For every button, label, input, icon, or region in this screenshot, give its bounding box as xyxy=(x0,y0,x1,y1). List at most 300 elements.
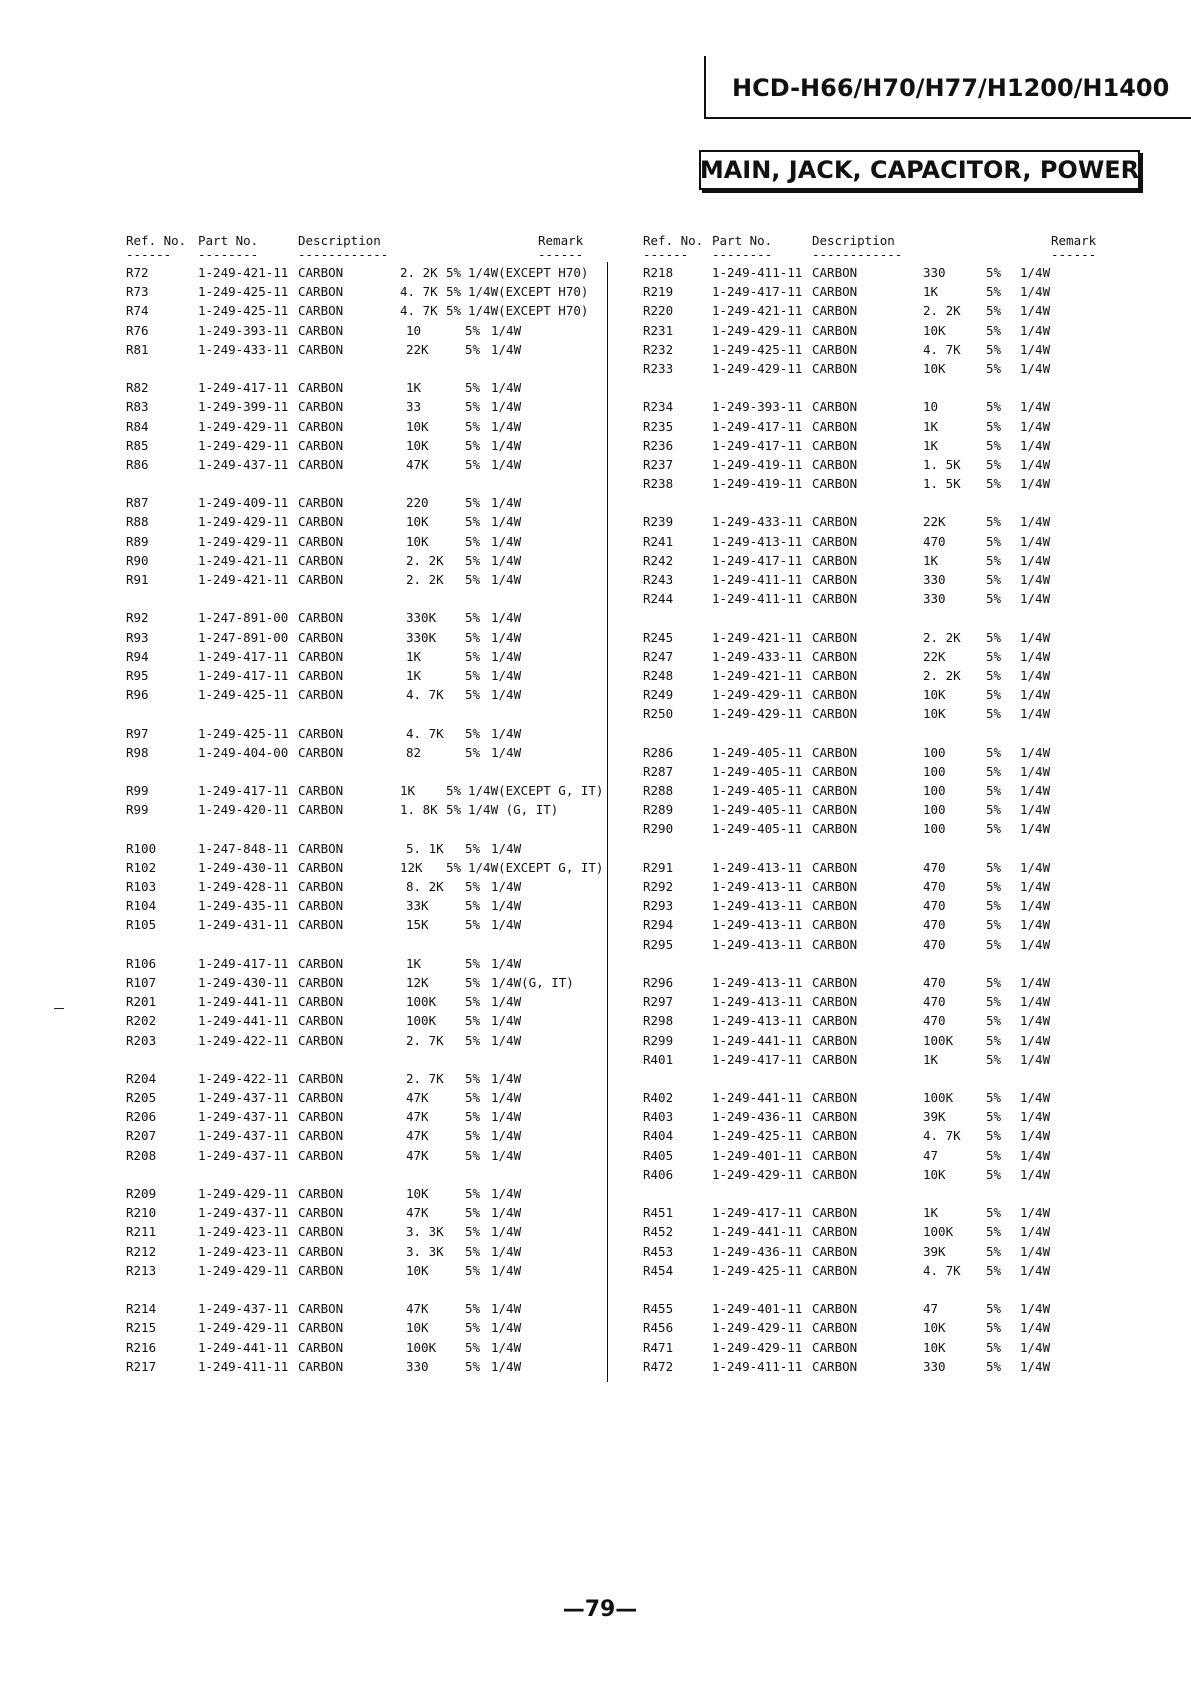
row-gap xyxy=(126,819,604,838)
cell-part: 1-249-413-11 xyxy=(712,917,803,933)
cell-rating: 1/4W xyxy=(1020,303,1051,319)
cell-rating: 1/4W xyxy=(491,687,522,703)
cell-value: 4. 7K xyxy=(923,1262,961,1278)
header-part: Part No. xyxy=(712,233,773,248)
cell-part: 1-249-436-11 xyxy=(712,1109,803,1125)
cell-ref: R248 xyxy=(643,667,674,683)
table-row xyxy=(643,551,1103,570)
cell-value: 2. 2K xyxy=(923,303,961,319)
cell-value: 1. 5K xyxy=(923,456,961,472)
cell-value: 2. 7K xyxy=(406,1070,444,1086)
table-row xyxy=(126,877,604,896)
cell-rating: 1/4W(EXCEPT H70) xyxy=(468,303,589,319)
cell-desc: CARBON xyxy=(298,495,344,511)
cell-value: 10K xyxy=(923,360,946,376)
table-row xyxy=(643,321,1103,340)
cell-rating: 1/4W xyxy=(491,840,522,856)
cell-tolerance: 5% xyxy=(986,437,1002,453)
cell-desc: CARBON xyxy=(298,1147,344,1163)
cell-rating: 1/4W xyxy=(491,917,522,933)
cell-value: 470 xyxy=(923,533,946,549)
cell-ref: R471 xyxy=(643,1339,674,1355)
cell-part: 1-249-425-11 xyxy=(712,1128,803,1144)
cell-value: 100K xyxy=(406,994,437,1010)
cell-value: 4. 7K xyxy=(406,687,444,703)
cell-desc: CARBON xyxy=(298,1070,344,1086)
cell-rating: 1/4W xyxy=(491,955,522,971)
table-row xyxy=(126,263,604,282)
table-row xyxy=(643,1203,1103,1222)
table-row xyxy=(126,321,604,340)
cell-rating: 1/4W xyxy=(491,1013,522,1029)
cell-rating: 1/4W (G, IT) xyxy=(468,802,559,818)
cell-desc: CARBON xyxy=(298,859,344,875)
rows-right xyxy=(643,263,1103,1376)
row-gap xyxy=(126,1050,604,1069)
cell-desc: CARBON xyxy=(812,1109,858,1125)
cell-ref: R76 xyxy=(126,322,149,338)
cell-part: 1-249-417-11 xyxy=(712,1051,803,1067)
cell-rating: 1/4W xyxy=(491,1358,522,1374)
cell-ref: R98 xyxy=(126,744,149,760)
cell-part: 1-249-429-11 xyxy=(712,706,803,722)
cell-value: 470 xyxy=(923,917,946,933)
cell-value: 2. 2K xyxy=(400,265,438,280)
cell-part: 1-249-429-11 xyxy=(712,1339,803,1355)
cell-part: 1-249-433-11 xyxy=(712,648,803,664)
row-gap xyxy=(126,935,604,954)
cell-rating: 1/4W xyxy=(491,1205,522,1221)
cell-value: 12K xyxy=(406,974,429,990)
cell-desc: CARBON xyxy=(812,667,858,683)
table-row xyxy=(126,340,604,359)
cell-desc: CARBON xyxy=(812,1166,858,1182)
cell-value: 47K xyxy=(406,1205,429,1221)
cell-ref: R212 xyxy=(126,1243,157,1259)
cell-value: 10K xyxy=(923,1320,946,1336)
cell-tolerance: 5% xyxy=(986,1243,1002,1259)
cell-desc: CARBON xyxy=(812,1358,858,1374)
table-row xyxy=(126,1184,604,1203)
cell-value: 33K xyxy=(406,898,429,914)
row-gap xyxy=(643,608,1103,627)
cell-tolerance: 5% xyxy=(465,418,481,434)
cell-rating: 1/4W xyxy=(1020,859,1051,875)
cell-desc: CARBON xyxy=(298,284,344,300)
cell-desc: CARBON xyxy=(298,1205,344,1221)
cell-tolerance: 5% xyxy=(465,341,481,357)
cell-part: 1-249-429-11 xyxy=(198,1320,289,1336)
cell-value: 4. 7K xyxy=(923,1128,961,1144)
cell-ref: R85 xyxy=(126,437,149,453)
cell-desc: CARBON xyxy=(298,974,344,990)
cell-part: 1-247-891-00 xyxy=(198,610,289,626)
cell-tolerance: 5% xyxy=(446,802,462,818)
header-ref: Ref. No. xyxy=(126,233,187,248)
cell-desc: CARBON xyxy=(812,265,858,280)
cell-part: 1-249-433-11 xyxy=(712,514,803,530)
cell-value: 100K xyxy=(923,1032,954,1048)
table-row xyxy=(126,1011,604,1030)
header-desc: Description xyxy=(298,233,381,248)
cell-tolerance: 5% xyxy=(465,687,481,703)
cell-desc: CARBON xyxy=(812,1262,858,1278)
table-row xyxy=(126,1107,604,1126)
cell-part: 1-249-399-11 xyxy=(198,399,289,415)
table-row xyxy=(126,628,604,647)
cell-desc: CARBON xyxy=(812,591,858,607)
table-row xyxy=(126,896,604,915)
cell-part: 1-249-419-11 xyxy=(712,476,803,492)
table-row xyxy=(643,704,1103,723)
cell-part: 1-249-417-11 xyxy=(198,667,289,683)
cell-tolerance: 5% xyxy=(986,898,1002,914)
cell-ref: R454 xyxy=(643,1262,674,1278)
cell-ref: R405 xyxy=(643,1147,674,1163)
cell-part: 1-249-393-11 xyxy=(198,322,289,338)
cell-rating: 1/4W xyxy=(1020,898,1051,914)
cell-desc: CARBON xyxy=(812,802,858,818)
cell-tolerance: 5% xyxy=(465,648,481,664)
header-desc: Description xyxy=(812,233,895,248)
cell-tolerance: 5% xyxy=(986,360,1002,376)
row-gap xyxy=(126,359,604,378)
cell-ref: R88 xyxy=(126,514,149,530)
cell-value: 330K xyxy=(406,610,437,626)
table-row xyxy=(126,1146,604,1165)
cell-ref: R231 xyxy=(643,322,674,338)
cell-tolerance: 5% xyxy=(465,840,481,856)
cell-tolerance: 5% xyxy=(465,533,481,549)
cell-rating: 1/4W(EXCEPT G, IT) xyxy=(468,859,604,875)
margin-mark xyxy=(54,1008,64,1009)
cell-part: 1-249-423-11 xyxy=(198,1224,289,1240)
cell-rating: 1/4W(EXCEPT H70) xyxy=(468,265,589,280)
cell-ref: R299 xyxy=(643,1032,674,1048)
cell-part: 1-249-411-11 xyxy=(712,265,803,280)
cell-rating: 1/4W xyxy=(491,725,522,741)
table-row xyxy=(126,800,604,819)
cell-value: 1. 8K xyxy=(400,802,438,818)
cell-tolerance: 5% xyxy=(986,572,1002,587)
cell-part: 1-249-420-11 xyxy=(198,802,289,818)
cell-rating: 1/4W xyxy=(491,1186,522,1201)
cell-ref: R245 xyxy=(643,629,674,645)
cell-rating: 1/4W(G, IT) xyxy=(491,974,574,990)
table-row xyxy=(643,570,1103,589)
cell-tolerance: 5% xyxy=(446,783,462,799)
cell-part: 1-249-405-11 xyxy=(712,783,803,799)
cell-ref: R99 xyxy=(126,783,149,799)
cell-ref: R103 xyxy=(126,879,157,894)
cell-rating: 1/4W xyxy=(1020,879,1051,894)
cell-part: 1-249-437-11 xyxy=(198,1128,289,1144)
cell-value: 10K xyxy=(406,1320,429,1336)
cell-part: 1-249-429-11 xyxy=(712,687,803,703)
cell-desc: CARBON xyxy=(298,1320,344,1336)
cell-desc: CARBON xyxy=(812,859,858,875)
cell-ref: R211 xyxy=(126,1224,157,1240)
cell-value: 4. 7K xyxy=(400,284,438,300)
table-row xyxy=(126,1088,604,1107)
header-remark: Remark xyxy=(538,233,584,248)
cell-value: 1K xyxy=(923,437,939,453)
cell-part: 1-249-421-11 xyxy=(198,265,289,280)
table-row xyxy=(126,973,604,992)
cell-value: 47K xyxy=(406,1301,429,1317)
cell-ref: R234 xyxy=(643,399,674,415)
table-row xyxy=(643,589,1103,608)
table-row xyxy=(126,743,604,762)
header-part: Part No. xyxy=(198,233,259,248)
cell-ref: R294 xyxy=(643,917,674,933)
cell-ref: R236 xyxy=(643,437,674,453)
cell-ref: R81 xyxy=(126,341,149,357)
cell-ref: R209 xyxy=(126,1186,157,1201)
cell-value: 12K xyxy=(400,859,423,875)
cell-tolerance: 5% xyxy=(465,1339,481,1355)
cell-part: 1-249-441-11 xyxy=(198,1339,289,1355)
cell-value: 3. 3K xyxy=(406,1243,444,1259)
cell-value: 10K xyxy=(923,1166,946,1182)
cell-tolerance: 5% xyxy=(986,1205,1002,1221)
table-row xyxy=(643,1146,1103,1165)
cell-ref: R104 xyxy=(126,898,157,914)
cell-desc: CARBON xyxy=(298,629,344,645)
cell-rating: 1/4W xyxy=(1020,476,1051,492)
cell-value: 1K xyxy=(923,1051,939,1067)
cell-ref: R241 xyxy=(643,533,674,549)
cell-tolerance: 5% xyxy=(986,629,1002,645)
cell-ref: R213 xyxy=(126,1262,157,1278)
cell-desc: CARBON xyxy=(812,437,858,453)
cell-tolerance: 5% xyxy=(465,974,481,990)
header-remark: Remark xyxy=(1051,233,1097,248)
cell-rating: 1/4W xyxy=(491,322,522,338)
cell-tolerance: 5% xyxy=(986,687,1002,703)
cell-rating: 1/4W xyxy=(491,380,522,396)
cell-rating: 1/4W xyxy=(1020,1224,1051,1240)
cell-part: 1-249-411-11 xyxy=(712,1358,803,1374)
table-row xyxy=(126,436,604,455)
table-row xyxy=(643,858,1103,877)
cell-value: 39K xyxy=(923,1243,946,1259)
cell-part: 1-249-417-11 xyxy=(712,437,803,453)
cell-part: 1-249-422-11 xyxy=(198,1070,289,1086)
cell-tolerance: 5% xyxy=(986,1358,1002,1374)
cell-ref: R249 xyxy=(643,687,674,703)
cell-part: 1-249-413-11 xyxy=(712,994,803,1010)
row-gap xyxy=(643,1069,1103,1088)
cell-tolerance: 5% xyxy=(986,1166,1002,1182)
cell-ref: R82 xyxy=(126,380,149,396)
cell-part: 1-249-441-11 xyxy=(712,1224,803,1240)
cell-part: 1-249-417-11 xyxy=(198,380,289,396)
row-gap xyxy=(126,704,604,723)
cell-desc: CARBON xyxy=(812,1320,858,1336)
cell-rating: 1/4W xyxy=(491,648,522,664)
cell-value: 47K xyxy=(406,1147,429,1163)
cell-tolerance: 5% xyxy=(465,1358,481,1374)
cell-desc: CARBON xyxy=(812,514,858,530)
cell-tolerance: 5% xyxy=(465,1147,481,1163)
cell-tolerance: 5% xyxy=(465,667,481,683)
cell-value: 470 xyxy=(923,898,946,914)
cell-rating: 1/4W xyxy=(491,1090,522,1106)
table-row xyxy=(126,1126,604,1145)
cell-value: 330 xyxy=(923,572,946,587)
cell-desc: CARBON xyxy=(298,1013,344,1029)
cell-rating: 1/4W xyxy=(491,341,522,357)
cell-ref: R288 xyxy=(643,783,674,799)
table-row xyxy=(643,1031,1103,1050)
cell-desc: CARBON xyxy=(812,1128,858,1144)
table-row xyxy=(643,1318,1103,1337)
table-row xyxy=(643,666,1103,685)
cell-ref: R73 xyxy=(126,284,149,300)
cell-tolerance: 5% xyxy=(986,1109,1002,1125)
cell-ref: R287 xyxy=(643,763,674,779)
cell-value: 470 xyxy=(923,1013,946,1029)
cell-part: 1-249-429-11 xyxy=(198,514,289,530)
table-row xyxy=(126,666,604,685)
cell-tolerance: 5% xyxy=(986,1262,1002,1278)
cell-desc: CARBON xyxy=(298,783,344,799)
cell-part: 1-249-423-11 xyxy=(198,1243,289,1259)
cell-tolerance: 5% xyxy=(986,456,1002,472)
cell-value: 10K xyxy=(923,706,946,722)
cell-tolerance: 5% xyxy=(986,859,1002,875)
cell-rating: 1/4W xyxy=(1020,418,1051,434)
cell-rating: 1/4W xyxy=(491,1224,522,1240)
cell-part: 1-249-425-11 xyxy=(198,284,289,300)
cell-desc: CARBON xyxy=(298,533,344,549)
cell-value: 22K xyxy=(923,648,946,664)
cell-tolerance: 5% xyxy=(465,1109,481,1125)
table-row xyxy=(643,1299,1103,1318)
cell-value: 10K xyxy=(406,437,429,453)
cell-value: 10 xyxy=(923,399,939,415)
cell-part: 1-249-409-11 xyxy=(198,495,289,511)
table-row xyxy=(126,417,604,436)
cell-value: 4. 7K xyxy=(923,341,961,357)
cell-desc: CARBON xyxy=(298,648,344,664)
cell-desc: CARBON xyxy=(298,917,344,933)
cell-tolerance: 5% xyxy=(465,1186,481,1201)
cell-desc: CARBON xyxy=(812,284,858,300)
cell-part: 1-249-419-11 xyxy=(712,456,803,472)
table-row xyxy=(126,397,604,416)
cell-value: 5. 1K xyxy=(406,840,444,856)
table-row xyxy=(643,301,1103,320)
cell-rating: 1/4W xyxy=(491,495,522,511)
cell-desc: CARBON xyxy=(298,955,344,971)
cell-desc: CARBON xyxy=(812,898,858,914)
cell-value: 1K xyxy=(406,955,422,971)
cell-desc: CARBON xyxy=(812,1301,858,1317)
table-row xyxy=(126,301,604,320)
cell-ref: R298 xyxy=(643,1013,674,1029)
cell-ref: R291 xyxy=(643,859,674,875)
cell-rating: 1/4W xyxy=(491,1243,522,1259)
cell-desc: CARBON xyxy=(298,437,344,453)
cell-ref: R99 xyxy=(126,802,149,818)
cell-tolerance: 5% xyxy=(465,610,481,626)
cell-tolerance: 5% xyxy=(465,1128,481,1144)
cell-part: 1-249-441-11 xyxy=(198,1013,289,1029)
cell-value: 47K xyxy=(406,1109,429,1125)
table-row xyxy=(643,1165,1103,1184)
cell-tolerance: 5% xyxy=(986,533,1002,549)
cell-tolerance: 5% xyxy=(986,1013,1002,1029)
cell-desc: CARBON xyxy=(812,303,858,319)
table-row xyxy=(126,1261,604,1280)
cell-tolerance: 5% xyxy=(986,284,1002,300)
cell-rating: 1/4W xyxy=(1020,1358,1051,1374)
cell-part: 1-249-405-11 xyxy=(712,821,803,837)
cell-part: 1-249-413-11 xyxy=(712,898,803,914)
cell-value: 1K xyxy=(923,552,939,568)
table-row xyxy=(126,954,604,973)
cell-value: 10K xyxy=(406,418,429,434)
row-gap xyxy=(643,1184,1103,1203)
cell-desc: CARBON xyxy=(812,322,858,338)
cell-tolerance: 5% xyxy=(986,1301,1002,1317)
cell-part: 1-249-417-11 xyxy=(712,284,803,300)
cell-desc: CARBON xyxy=(812,706,858,722)
cell-value: 39K xyxy=(923,1109,946,1125)
cell-part: 1-249-430-11 xyxy=(198,974,289,990)
cell-tolerance: 5% xyxy=(986,591,1002,607)
cell-ref: R97 xyxy=(126,725,149,741)
cell-tolerance: 5% xyxy=(986,476,1002,492)
cell-tolerance: 5% xyxy=(465,898,481,914)
cell-part: 1-249-411-11 xyxy=(712,572,803,587)
cell-rating: 1/4W xyxy=(1020,456,1051,472)
cell-ref: R215 xyxy=(126,1320,157,1336)
cell-desc: CARBON xyxy=(812,1339,858,1355)
cell-ref: R295 xyxy=(643,936,674,952)
table-row xyxy=(126,839,604,858)
cell-ref: R216 xyxy=(126,1339,157,1355)
cell-part: 1-249-417-11 xyxy=(712,1205,803,1221)
cell-ref: R403 xyxy=(643,1109,674,1125)
table-row xyxy=(126,378,604,397)
cell-rating: 1/4W xyxy=(1020,399,1051,415)
cell-desc: CARBON xyxy=(812,648,858,664)
cell-tolerance: 5% xyxy=(986,265,1002,280)
cell-rating: 1/4W xyxy=(491,898,522,914)
cell-value: 10K xyxy=(923,1339,946,1355)
cell-tolerance: 5% xyxy=(446,265,462,280)
table-row xyxy=(643,1011,1103,1030)
cell-ref: R95 xyxy=(126,667,149,683)
cell-ref: R74 xyxy=(126,303,149,319)
cell-part: 1-249-421-11 xyxy=(198,552,289,568)
cell-rating: 1/4W xyxy=(491,1109,522,1125)
cell-part: 1-249-435-11 xyxy=(198,898,289,914)
cell-rating: 1/4W xyxy=(1020,437,1051,453)
cell-part: 1-249-429-11 xyxy=(712,1320,803,1336)
table-row xyxy=(126,608,604,627)
cell-ref: R452 xyxy=(643,1224,674,1240)
cell-part: 1-249-425-11 xyxy=(712,1262,803,1278)
cell-tolerance: 5% xyxy=(465,629,481,645)
cell-desc: CARBON xyxy=(298,1224,344,1240)
cell-part: 1-249-413-11 xyxy=(712,859,803,875)
model-title: HCD-H66/H70/H77/H1200/H1400 xyxy=(732,74,1170,102)
cell-tolerance: 5% xyxy=(986,1090,1002,1106)
